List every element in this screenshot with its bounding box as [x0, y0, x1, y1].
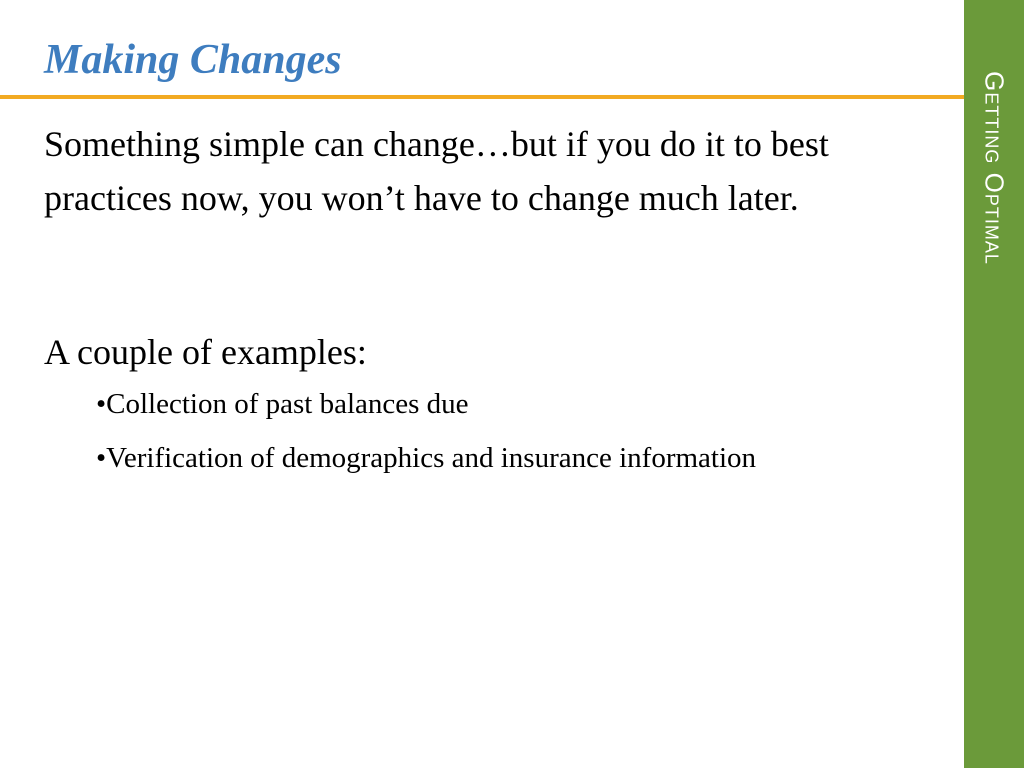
- intro-paragraph: Something simple can change…but if you do it to best practices now, you won’t have to change much later.: [44, 124, 829, 218]
- list-item: •Verification of demographics and insurance information: [96, 442, 757, 474]
- title-divider: [0, 95, 964, 99]
- section-label: Getting Optimal: [979, 71, 1010, 265]
- list-item: •Collection of past balances due: [96, 388, 469, 420]
- slide-body: [44, 117, 934, 491]
- examples-heading: A couple of examples:: [44, 332, 367, 372]
- examples-list: [96, 383, 876, 479]
- slide-title: Making Changes: [44, 37, 342, 83]
